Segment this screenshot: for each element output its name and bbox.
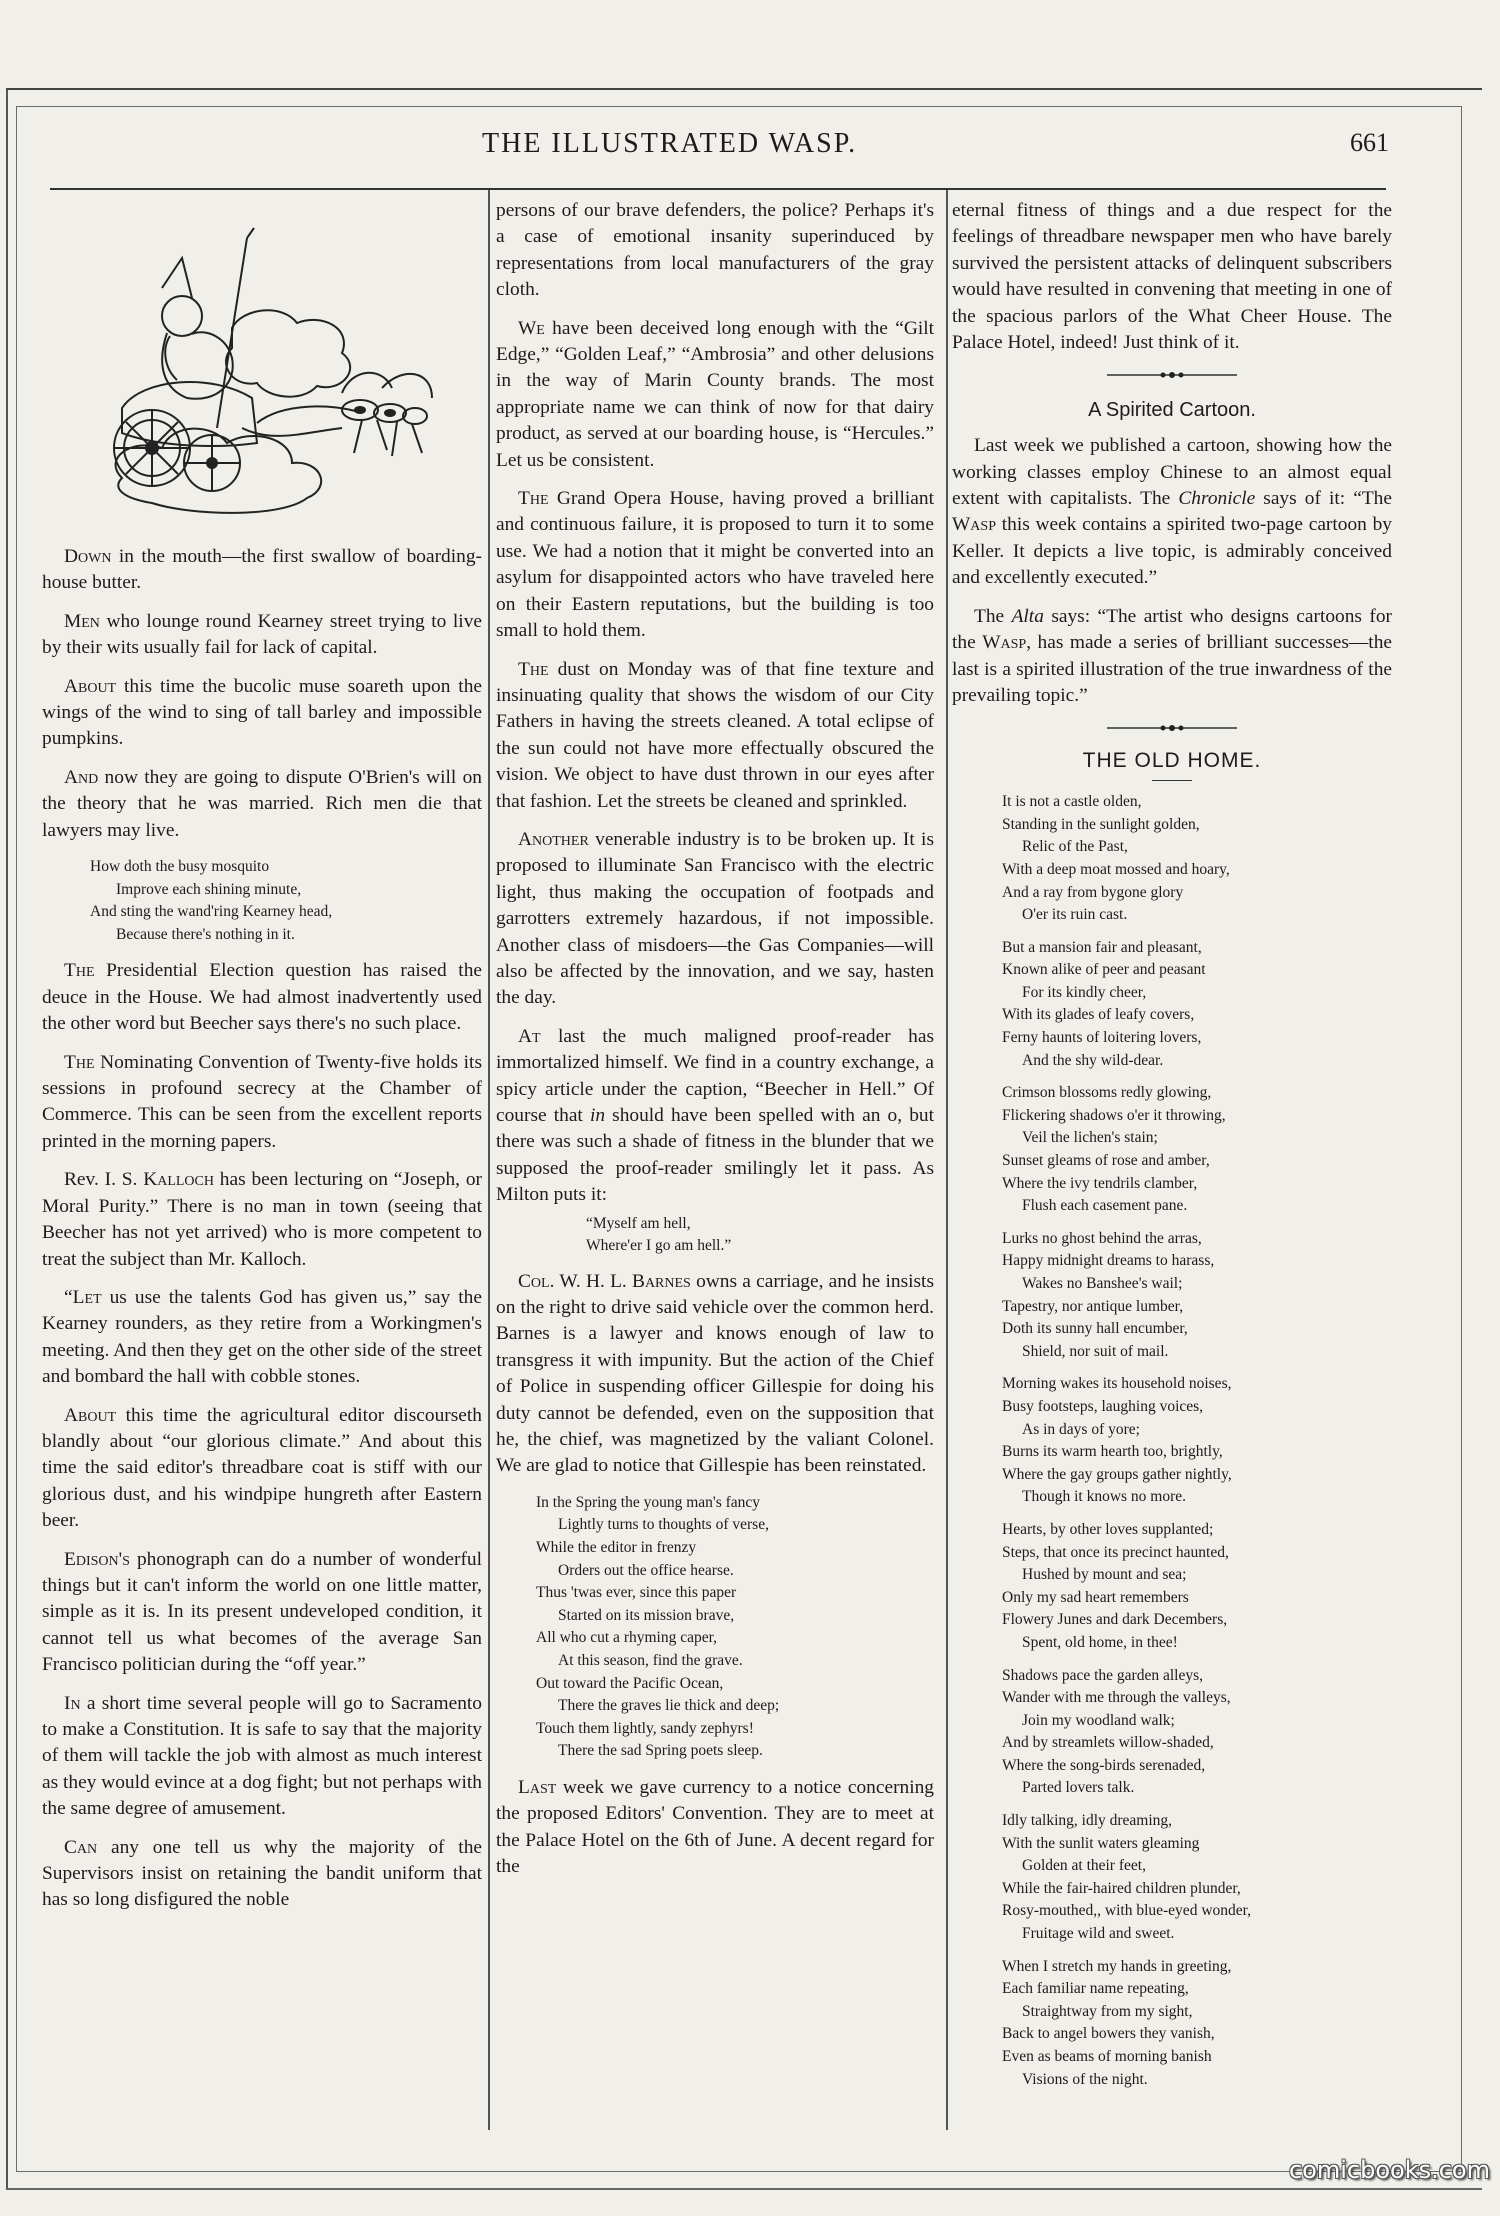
poem-line: Shadows pace the garden alleys, xyxy=(1002,1666,1204,1684)
masthead-title: THE ILLUSTRATED WASP. xyxy=(482,128,858,159)
verse-line: In the Spring the young man's fancy xyxy=(536,1493,761,1511)
poem-stanza xyxy=(1002,1956,1392,2092)
paragraph-text: now they are going to dispute O'Brien's will on the theory that he was married. Rich men die that lawyers may live. xyxy=(42,766,482,841)
milton-quote xyxy=(586,1213,934,1257)
ornament-rule xyxy=(1107,723,1237,733)
paragraph-text: last the much maligned proof-reader has immortalized himself. We find in a country exchange, a spicy article under the caption, “Beecher in Hell.” Of course that xyxy=(496,1025,934,1126)
emphasis: in xyxy=(589,1105,606,1126)
poem-line: Rosy-mouthed,, with blue-eyed wonder, xyxy=(1002,1902,1252,1920)
paragraph-text: The xyxy=(974,605,1012,627)
poem-line: Though it knows no more. xyxy=(1022,1488,1187,1506)
paragraph-text: dust on Monday was of that fine texture and insinuating quality that shows the wisdom of our City Fathers in having the streets cleaned. A total eclipse of the sun could not have more effectually obscured the vision. We object to have dust thrown in our eyes after that fashion. Let the streets be cleaned and sprinkled. xyxy=(496,658,934,812)
poem-line: Veil the lichen's stain; xyxy=(1022,1129,1158,1147)
paragraph-text: this time the agricultural editor discourseth blandly about “our glorious climate.” And about this time the said editor's threadbare coat is stiff with our glorious dust, and his windpipe hungreth after Eastern beer. xyxy=(42,1404,482,1532)
poem-line: Sunset gleams of rose and amber, xyxy=(1002,1152,1210,1170)
gnome-chariot-drawing xyxy=(42,198,482,528)
poem-line: When I stretch my hands in greeting, xyxy=(1002,1957,1232,1975)
poem-line: Flush each casement pane. xyxy=(1022,1197,1188,1215)
lead-word: At xyxy=(518,1025,541,1047)
paragraph-text: a short time several people will go to Sacramento to make a Constitution. It is safe to say that the majority of them will tackle the job with almost as much interest as they would evince at a dog fight; but not perhaps with the same degree of amusement. xyxy=(42,1692,482,1820)
small-caps-text: Wasp xyxy=(952,514,996,536)
ornament-divider xyxy=(952,362,1392,388)
paragraph-text: Presidential Election question has raised the deuce in the House. We had almost inadvertently used the other word but Beecher says there's no such place. xyxy=(42,960,482,1035)
poem-stanza xyxy=(1002,791,1392,927)
poem-stanza xyxy=(1002,1810,1392,1946)
lead-word: About xyxy=(64,675,117,697)
lead-word: Rev. I. S. xyxy=(64,1169,144,1191)
lead-word: Another xyxy=(518,828,589,850)
gnome-chariot-illustration xyxy=(42,198,482,536)
lead-word: The xyxy=(64,1051,95,1073)
poem-stanza xyxy=(1002,937,1392,1073)
column-2 xyxy=(496,198,934,1893)
verse-line: Touch them lightly, sandy zephyrs! xyxy=(536,1719,754,1737)
paragraph-text: owns a carriage, and he insists on the right to drive said vehicle over the common herd. Barnes is a lawyer and knows enough of law to transgress it with impunity. But the action of the Chief of Police in suspending officer Gillespie for doing his duty cannot be defended, even on the supposition that he, the chief, was magnetized by the valiant Colonel. We are glad to notice that Gillespie has been reinstated. xyxy=(496,1270,934,1477)
lead-word: Last xyxy=(518,1777,557,1798)
poem-line: And a ray from bygone glory xyxy=(1002,883,1184,901)
poem-stanza xyxy=(1002,1519,1392,1655)
paragraph-text: venerable industry is to be broken up. It is proposed to illuminate San Francisco with the electric light, thus making the occupation of footpads and garrotters extremely hazardous, if not impossible. Another class of misdoers—the Gas Companies—will also be affected by the innovation, and we say, hasten the day. xyxy=(496,828,934,1009)
paragraph-text: has been lecturing on “Joseph, or Moral Purity.” There is no man in town (seeing that Beecher has not yet arrived) who is more competent to treat the subject than Mr. Kalloch. xyxy=(42,1169,482,1270)
poem-line: Parted lovers talk. xyxy=(1022,1779,1135,1797)
paragraph-text: should have been spelled with an o, but there was such a shade of fitness in the blunder that we supposed the proof-reader smilingly let it pass. As Milton puts it: xyxy=(496,1105,934,1206)
poem-line: Only my sad heart remembers xyxy=(1002,1588,1189,1606)
header-rule xyxy=(50,188,1386,190)
lead-word: The xyxy=(64,960,95,982)
poem-line: And the shy wild-dear. xyxy=(1022,1051,1164,1069)
mosquito-poem xyxy=(90,856,482,946)
poem-line: Known alike of peer and peasant xyxy=(1002,961,1206,979)
watermark-logo: comicbooks.com xyxy=(1288,2156,1490,2184)
poem-stanza xyxy=(1002,1665,1392,1801)
column-divider-1 xyxy=(488,190,490,2130)
paragraph-text: this week contains a spirited two-page cartoon by Keller. It depicts a live topic, is admirably conceived and excellently executed.” xyxy=(952,514,1392,589)
poem-line: Flickering shadows o'er it throwing, xyxy=(1002,1106,1226,1124)
paragraph-text: Last week we published a cartoon, showing how the working classes employ Chinese to an almost equal extent with capitalists. The xyxy=(952,435,1392,510)
poem-title-old-home: THE OLD HOME. xyxy=(1082,748,1262,772)
poem-line: Burns its warm hearth too, brightly, xyxy=(1002,1443,1223,1461)
poem-line: Where the song-birds serenaded, xyxy=(1002,1756,1206,1774)
poem-line: How doth the busy mosquito xyxy=(90,858,270,876)
poem-line: Flowery Junes and dark Decembers, xyxy=(1002,1611,1228,1629)
paragraph-text: persons of our brave defenders, the police? Perhaps it's a case of emotional insanity superinduced by representations from local manufacturers of the gray cloth. xyxy=(496,200,934,301)
column-1 xyxy=(42,198,482,1926)
verse-line: All who cut a rhyming caper, xyxy=(536,1629,718,1647)
poem-stanza xyxy=(1002,1373,1392,1509)
poem-line: For its kindly cheer, xyxy=(1022,983,1147,1001)
paragraph-text: says: “The artist who designs cartoons for the xyxy=(952,605,1393,654)
poem-line: Wander with me through the valleys, xyxy=(1002,1689,1231,1707)
poem-line: Relic of the Past, xyxy=(1022,838,1128,856)
poem-line: Hearts, by other loves supplanted; xyxy=(1002,1520,1214,1538)
quote-line: Where'er I go am hell.” xyxy=(586,1236,732,1254)
verse-line: Lightly turns to thoughts of verse, xyxy=(558,1516,769,1534)
section-heading-spirited-cartoon: A Spirited Cartoon. xyxy=(1088,398,1256,421)
poem-line: Idly talking, idly dreaming, xyxy=(1002,1812,1173,1830)
poem-line: Standing in the sunlight golden, xyxy=(1002,815,1200,833)
lead-name: Kalloch xyxy=(143,1169,214,1191)
ornament-rule xyxy=(1107,370,1237,380)
paragraph-text: us use the talents God has given us,” say the Kearney rounders, as they retire from a Workingmen's meeting. And then they get on the other side of the street and bombard the hall with cobble stones. xyxy=(42,1286,482,1388)
poem-line: As in days of yore; xyxy=(1022,1420,1140,1438)
poem-line: Steps, that once its precinct haunted, xyxy=(1002,1543,1229,1561)
lead-word: Edison's xyxy=(64,1548,130,1570)
paragraph-text: in the mouth—the first swallow of boarding-house butter. xyxy=(42,546,482,594)
poem-line: Golden at their feet, xyxy=(1022,1857,1146,1875)
poem-line: While the fair-haired children plunder, xyxy=(1002,1879,1241,1897)
poem-line: Happy midnight dreams to harass, xyxy=(1002,1252,1215,1270)
verse-line: Thus 'twas ever, since this paper xyxy=(536,1584,737,1602)
poem-line: Visions of the night. xyxy=(1022,2070,1148,2088)
lead-name: Barnes xyxy=(632,1270,691,1292)
poem-line: Wakes no Banshee's wail; xyxy=(1022,1275,1183,1292)
poem-stanza xyxy=(1002,1082,1392,1218)
paragraph-text: Nominating Convention of Twenty-five holds its sessions in profound secrecy at the Chamber of Commerce. This can be seen from the excellent reports printed in the morning papers. xyxy=(42,1051,482,1152)
poem-line: Spent, old home, in thee! xyxy=(1022,1633,1178,1651)
poem-line: Lurks no ghost behind the arras, xyxy=(1002,1229,1202,1247)
poem-line: O'er its ruin cast. xyxy=(1022,906,1128,924)
lead-word: The xyxy=(518,488,549,510)
title-underline xyxy=(1152,780,1192,781)
lead-word: Can xyxy=(64,1836,98,1858)
poem-line: Each familiar name repeating, xyxy=(1002,1980,1189,1998)
small-caps-text: Wasp xyxy=(982,632,1027,654)
old-home-poem xyxy=(952,791,1392,2091)
poem-line: With the sunlit waters gleaming xyxy=(1002,1834,1200,1852)
poem-line: Back to angel bowers they vanish, xyxy=(1002,2025,1215,2043)
quote-line: “Myself am hell, xyxy=(586,1214,691,1232)
column-divider-2 xyxy=(946,190,948,2130)
poem-line: Ferny haunts of loitering lovers, xyxy=(1002,1029,1202,1047)
spring-verse xyxy=(536,1492,934,1763)
poem-line: With its glades of leafy covers, xyxy=(1002,1006,1195,1024)
paragraph-text: this time the bucolic muse soareth upon the wings of the wind to sing of tall barley and impossible pumpkins. xyxy=(42,675,482,750)
poem-line: Where the gay groups gather nightly, xyxy=(1002,1465,1232,1483)
verse-line: Out toward the Pacific Ocean, xyxy=(536,1674,724,1692)
verse-line: There the graves lie thick and deep; xyxy=(558,1697,780,1715)
verse-line: While the editor in frenzy xyxy=(536,1539,697,1557)
paragraph-text: says of it: “The xyxy=(1255,488,1392,510)
page-header xyxy=(0,128,1500,168)
poem-line: Improve each shining minute, xyxy=(116,880,302,898)
verse-line: Orders out the office hearse. xyxy=(558,1561,734,1579)
paragraph-text: eternal fitness of things and a due respect for the feelings of threadbare newspaper men who have barely survived the persistent attacks of delinquent subscribers would have resulted in convening that meeting in one of the spacious parlors of the What Cheer House. The Palace Hotel, indeed! Just think of it. xyxy=(952,200,1392,354)
lead-word: Down xyxy=(64,546,112,567)
poem-line: Morning wakes its household noises, xyxy=(1002,1375,1232,1393)
poem-line: Tapestry, nor antique lumber, xyxy=(1002,1297,1184,1315)
paragraph-text: have been deceived long enough with the “Gilt Edge,” “Golden Leaf,” “Ambrosia” and other delusions in the way of Marin County brands. The most appropriate name we can think of now for that dairy product, as served at our boarding house, is “Hercules.” Let us be consistent. xyxy=(496,317,934,471)
lead-word: We xyxy=(518,317,545,339)
poem-line: Join my woodland walk; xyxy=(1022,1711,1175,1729)
poem-line: Busy footsteps, laughing voices, xyxy=(1002,1397,1204,1415)
poem-line: Even as beams of morning banish xyxy=(1002,2048,1212,2065)
lead-word: “Let xyxy=(64,1286,102,1308)
paragraph-text: , has made a series of brilliant successes—the last is a spirited illustration of the true inwardness of the prevailing topic.” xyxy=(952,632,1392,706)
poem-line: Doth its sunny hall encumber, xyxy=(1002,1320,1188,1338)
poem-line: Because there's nothing in it. xyxy=(116,925,295,943)
poem-line: Fruitage wild and sweet. xyxy=(1022,1925,1175,1943)
poem-line: Straightway from my sight, xyxy=(1022,2002,1193,2020)
lead-word: Men xyxy=(64,610,100,632)
emphasis: Chronicle xyxy=(1178,488,1256,510)
poem-line: With a deep moat mossed and hoary, xyxy=(1002,860,1230,878)
lead-word: In xyxy=(64,1692,81,1714)
poem-line: Crimson blossoms redly glowing, xyxy=(1002,1084,1212,1102)
poem-line: Hushed by mount and sea; xyxy=(1022,1566,1187,1584)
poem-line: And by streamlets willow-shaded, xyxy=(1002,1734,1214,1752)
poem-line: Shield, nor suit of mail. xyxy=(1022,1342,1169,1360)
poem-line: Where the ivy tendrils clamber, xyxy=(1002,1174,1198,1192)
lead-word: Col. W. H. L. xyxy=(518,1270,633,1292)
page-number: 661 xyxy=(1350,128,1389,157)
verse-line: At this season, find the grave. xyxy=(558,1652,743,1670)
emphasis: Alta xyxy=(1011,605,1044,627)
lead-word: About xyxy=(64,1404,117,1426)
lead-word: And xyxy=(64,766,99,788)
verse-line: Started on its mission brave, xyxy=(558,1606,735,1624)
poem-line: And sting the wand'ring Kearney head, xyxy=(90,903,333,921)
paragraph-text: week we gave currency to a notice concerning the proposed Editors' Convention. They are to meet at the Palace Hotel on the 6th of June. A decent regard for the xyxy=(496,1777,934,1878)
poem-stanza xyxy=(1002,1228,1392,1364)
poem-line: But a mansion fair and pleasant, xyxy=(1002,938,1202,956)
column-3 xyxy=(952,198,1392,2101)
poem-line: It is not a castle olden, xyxy=(1002,793,1142,811)
paragraph-text: any one tell us why the majority of the Supervisors insist on retaining the bandit uniform that has so long disfigured the noble xyxy=(42,1836,482,1911)
paragraph-text: Grand Opera House, having proved a brilliant and continuous failure, it is proposed to turn it to some use. We had a notion that it might be converted into an asylum for disappointed actors who have traveled here on their Eastern reputations, but the building is too small to hold them. xyxy=(496,488,934,642)
ornament-divider xyxy=(952,715,1392,741)
lead-word: The xyxy=(518,658,549,680)
paragraph-text: phonograph can do a number of wonderful things but it can't inform the world on one little matter, simple as it is. In its present undeveloped condition, it cannot tell us what becomes of the average San Francisco politician during the “off year.” xyxy=(42,1548,482,1676)
verse-line: There the sad Spring poets sleep. xyxy=(558,1742,763,1760)
paragraph-text: who lounge round Kearney street trying to live by their wits usually fail for lack of capital. xyxy=(42,610,482,659)
